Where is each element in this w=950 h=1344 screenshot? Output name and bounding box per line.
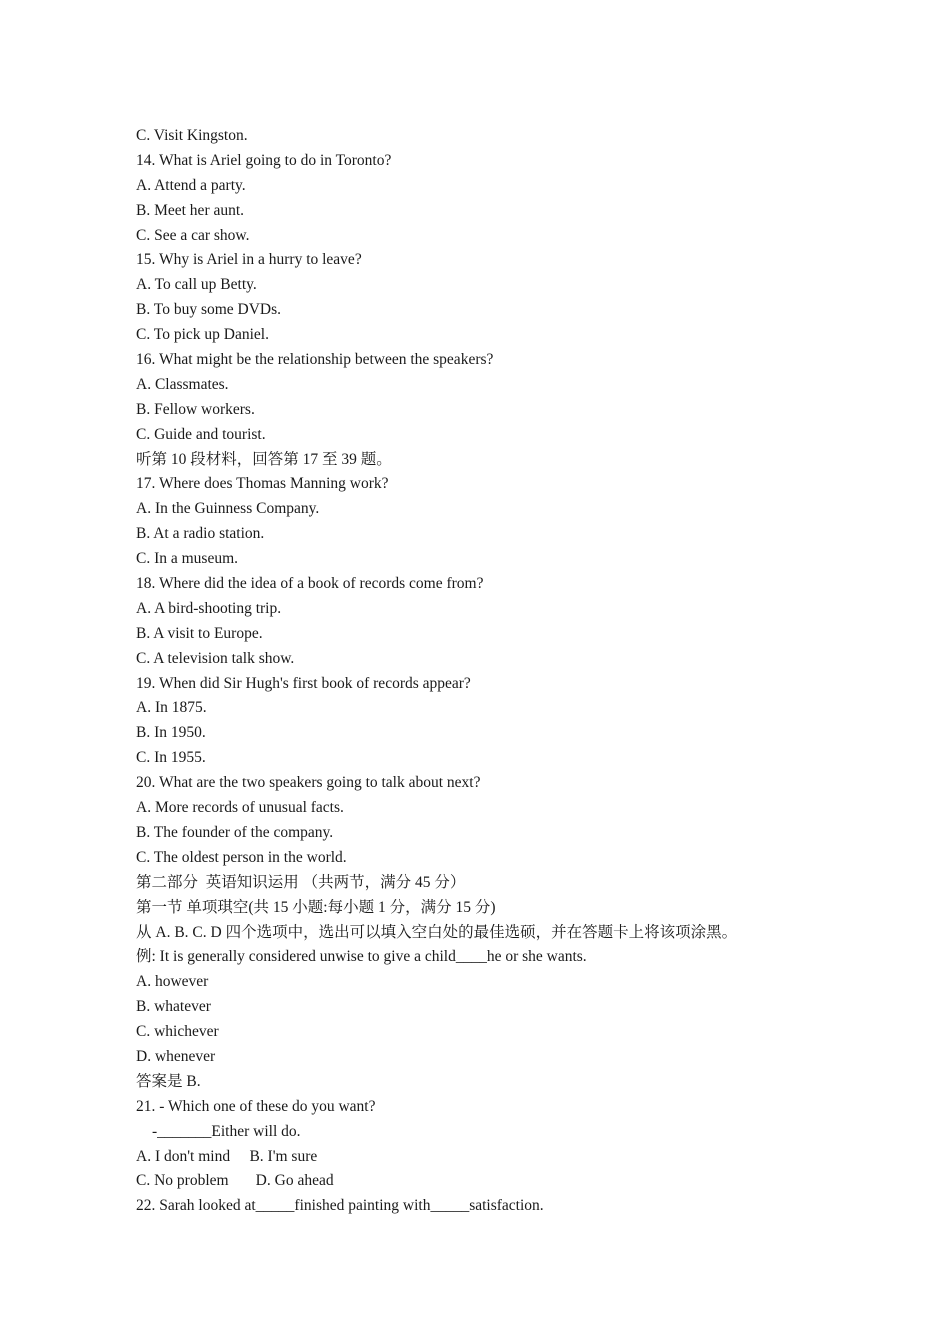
- option-16b: B. Fellow workers.: [136, 400, 255, 418]
- options-21-cd: C. No problem D. Go ahead: [136, 1172, 334, 1190]
- option-17a: A. In the Guinness Company.: [136, 500, 320, 518]
- example-answer: 答案是 B.: [136, 1072, 201, 1090]
- example-option-a: A. however: [136, 973, 209, 991]
- option-15a: A. To call up Betty.: [136, 276, 257, 294]
- option-18c: C. A television talk show.: [136, 649, 295, 667]
- document-page: [136, 124, 826, 1219]
- example-option-c: C. whichever: [136, 1023, 219, 1041]
- example-option-d: D. whenever: [136, 1047, 216, 1065]
- section-one-instruction: 从 A. B. C. D 四个选项中，选出可以填入空白处的最佳选硕，并在答题卡上将该项涂黑。: [136, 923, 738, 941]
- question-22: 22. Sarah looked at_____finished painting with_____satisfaction.: [136, 1197, 544, 1215]
- option-16c: C. Guide and tourist.: [136, 425, 266, 443]
- option-17b: B. At a radio station.: [136, 525, 265, 543]
- question-15: 15. Why is Ariel in a hurry to leave?: [136, 251, 362, 269]
- part-two-heading: 第二部分 英语知识运用 （共两节，满分 45 分）: [136, 873, 466, 891]
- question-18: 18. Where did the idea of a book of records come from?: [136, 575, 484, 593]
- question-20: 20. What are the two speakers going to talk about next?: [136, 774, 481, 792]
- question-16: 16. What might be the relationship between the speakers?: [136, 351, 494, 369]
- option-18a: A. A bird-shooting trip.: [136, 599, 282, 617]
- option-14b: B. Meet her aunt.: [136, 201, 245, 219]
- option-14a: A. Attend a party.: [136, 176, 246, 194]
- question-21-reply: -_______Either will do.: [152, 1122, 301, 1140]
- option-20c: C. The oldest person in the world.: [136, 848, 347, 866]
- question-14: 14. What is Ariel going to do in Toronto?: [136, 151, 392, 169]
- example-option-b: B. whatever: [136, 998, 211, 1016]
- option-17c: C. In a museum.: [136, 550, 239, 568]
- section-instruction: 听第 10 段材料，回答第 17 至 39 题。: [136, 450, 392, 468]
- option-15b: B. To buy some DVDs.: [136, 301, 282, 319]
- example-question: 例: It is generally considered unwise to give a child____he or she wants.: [136, 948, 587, 966]
- question-17: 17. Where does Thomas Manning work?: [136, 475, 389, 493]
- option-18b: B. A visit to Europe.: [136, 624, 263, 642]
- option-19a: A. In 1875.: [136, 699, 207, 717]
- section-one-heading: 第一节 单项琪空(共 15 小题:每小题 1 分，满分 15 分): [136, 898, 496, 916]
- option-15c: C. To pick up Daniel.: [136, 326, 269, 344]
- option-16a: A. Classmates.: [136, 375, 229, 393]
- option-19c: C. In 1955.: [136, 749, 206, 767]
- question-19: 19. When did Sir Hugh's first book of records appear?: [136, 674, 471, 692]
- option-13c: C. Visit Kingston.: [136, 127, 248, 144]
- option-14c: C. See a car show.: [136, 226, 250, 244]
- option-20a: A. More records of unusual facts.: [136, 799, 344, 817]
- question-21: 21. - Which one of these do you want?: [136, 1097, 376, 1115]
- options-21-ab: A. I don't mind B. I'm sure: [136, 1147, 318, 1165]
- option-20b: B. The founder of the company.: [136, 823, 334, 841]
- option-19b: B. In 1950.: [136, 724, 206, 742]
